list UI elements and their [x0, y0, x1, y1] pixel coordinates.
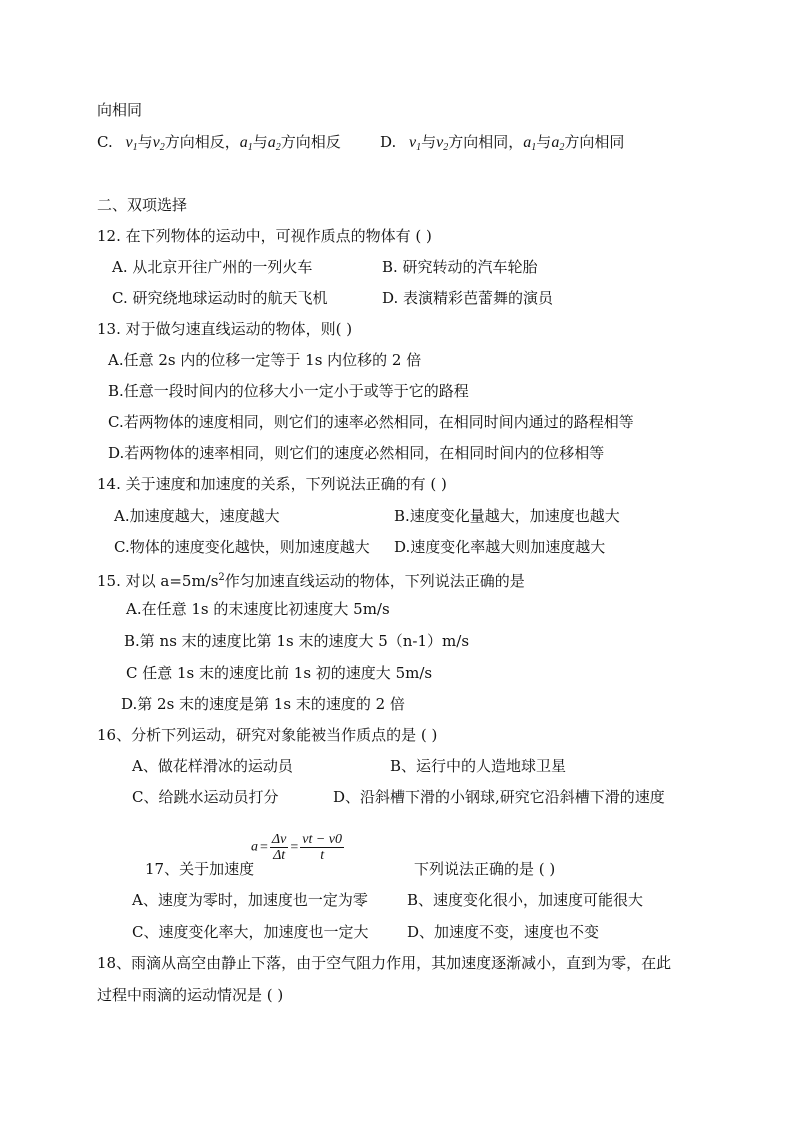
- connector-text: 与: [421, 133, 437, 151]
- acceleration-formula: [251, 832, 344, 863]
- question-12-stem: 12. 在下列物体的运动中，可视作质点的物体有 ( ): [97, 227, 432, 245]
- question-15-option-a: A.在任意 1s 的末速度比初速度大 5m/s: [126, 600, 390, 618]
- question-16-option-a: A、做花样滑冰的运动员: [132, 757, 293, 775]
- stem-text: 作匀加速直线运动的物体，下列说法正确的是: [224, 572, 525, 590]
- question-17-option-c: C、速度变化率大，加速度也一定大: [132, 923, 369, 941]
- question-15-option-b: B.第 ns 末的速度比第 1s 末的速度大 5（n-1）m/s: [124, 632, 470, 650]
- question-12-option-c: C. 研究绕地球运动时的航天飞机: [112, 289, 328, 307]
- option-text: 方向相同，: [448, 133, 524, 151]
- a2-symbol: $a_2$: [551, 134, 565, 153]
- question-16-option-d: D、沿斜槽下滑的小钢球,研究它沿斜槽下滑的速度: [333, 788, 665, 806]
- connector-text: 与: [137, 133, 153, 151]
- section-title: 二、双项选择: [97, 196, 188, 214]
- equals-sign: =: [260, 839, 268, 855]
- v1-symbol: $v_1$: [125, 134, 138, 153]
- question-14-option-d: D.速度变化率越大则加速度越大: [394, 538, 606, 556]
- option-c-q11: [97, 132, 341, 158]
- question-14-option-a: A.加速度越大，速度越大: [114, 507, 280, 525]
- fraction-numerator: Δv: [271, 832, 287, 847]
- question-13-option-c: C.若两物体的速度相同，则它们的速率必然相同，在相同时间内通过的路程相等: [108, 413, 634, 431]
- a2-symbol: $a_2$: [267, 134, 281, 153]
- a1-symbol: $a_1$: [523, 134, 537, 153]
- fraction-numerator: vt − v0: [302, 832, 343, 847]
- continued-option-text: 向相同: [97, 101, 143, 119]
- question-12-option-d: D. 表演精彩芭蕾舞的演员: [382, 289, 554, 307]
- question-17-stem-start: 17、关于加速度: [145, 860, 255, 878]
- question-15-stem: [97, 568, 525, 591]
- connector-text: 与: [536, 133, 552, 151]
- question-13-option-b: B.任意一段时间内的位移大小一定小于或等于它的路程: [108, 382, 469, 400]
- question-17-option-b: B、速度变化很小，加速度可能很大: [407, 891, 644, 909]
- connector-text: 与: [252, 133, 268, 151]
- question-17-stem-end: 下列说法正确的是 ( ): [414, 860, 556, 878]
- fraction-velocity: [300, 832, 344, 863]
- question-16-option-c: C、给跳水运动员打分: [132, 788, 279, 806]
- question-16-option-b: B、运行中的人造地球卫星: [390, 757, 567, 775]
- question-13-option-a: A.任意 2s 内的位移一定等于 1s 内位移的 2 倍: [108, 351, 422, 369]
- option-label: D.: [380, 133, 397, 151]
- question-15-option-d: D.第 2s 末的速度是第 1s 末的速度的 2 倍: [121, 695, 405, 713]
- fraction-denominator: t: [320, 848, 325, 863]
- option-d-q11: [380, 132, 624, 158]
- question-13-option-d: D.若两物体的速率相同，则它们的速度必然相同，在相同时间内的位移相等: [108, 444, 605, 462]
- v2-symbol: $v_2$: [436, 134, 449, 153]
- question-18-stem-line1: 18、雨滴从高空由静止下落，由于空气阻力作用，其加速度逐渐减小，直到为零，在此: [97, 954, 672, 972]
- fraction-denominator: Δt: [273, 848, 286, 863]
- question-14-stem: 14. 关于速度和加速度的关系，下列说法正确的有 ( ): [97, 475, 447, 493]
- superscript: 2: [218, 572, 225, 583]
- question-18-stem-line2: 过程中雨滴的运动情况是 ( ): [97, 986, 284, 1004]
- v2-symbol: $v_2$: [152, 134, 165, 153]
- formula-lhs: a: [251, 839, 258, 855]
- option-label: C.: [97, 133, 113, 151]
- option-text: 方向相反: [280, 133, 341, 151]
- fraction-delta: [270, 832, 288, 863]
- question-17-option-d: D、加速度不变，速度也不变: [407, 923, 600, 941]
- option-text: 方向相同: [564, 133, 625, 151]
- stem-text: 15. 对以 a=5m/s: [97, 572, 219, 590]
- question-16-stem: 16、分析下列运动，研究对象能被当作质点的是 ( ): [97, 726, 438, 744]
- question-14-option-c: C.物体的速度变化越快，则加速度越大: [114, 538, 370, 556]
- a1-symbol: $a_1$: [239, 134, 253, 153]
- option-text: 方向相反，: [164, 133, 240, 151]
- question-17-option-a: A、速度为零时，加速度也一定为零: [132, 891, 368, 909]
- question-15-option-c: C 任意 1s 末的速度比前 1s 初的速度大 5m/s: [126, 664, 433, 682]
- question-14-option-b: B.速度变化量越大，加速度也越大: [394, 507, 620, 525]
- question-13-stem: 13. 对于做匀速直线运动的物体，则( ): [97, 320, 353, 338]
- question-12-option-b: B. 研究转动的汽车轮胎: [382, 258, 538, 276]
- equals-sign: =: [290, 839, 299, 855]
- v1-symbol: $v_1$: [409, 134, 422, 153]
- question-12-option-a: A. 从北京开往广州的一列火车: [112, 258, 313, 276]
